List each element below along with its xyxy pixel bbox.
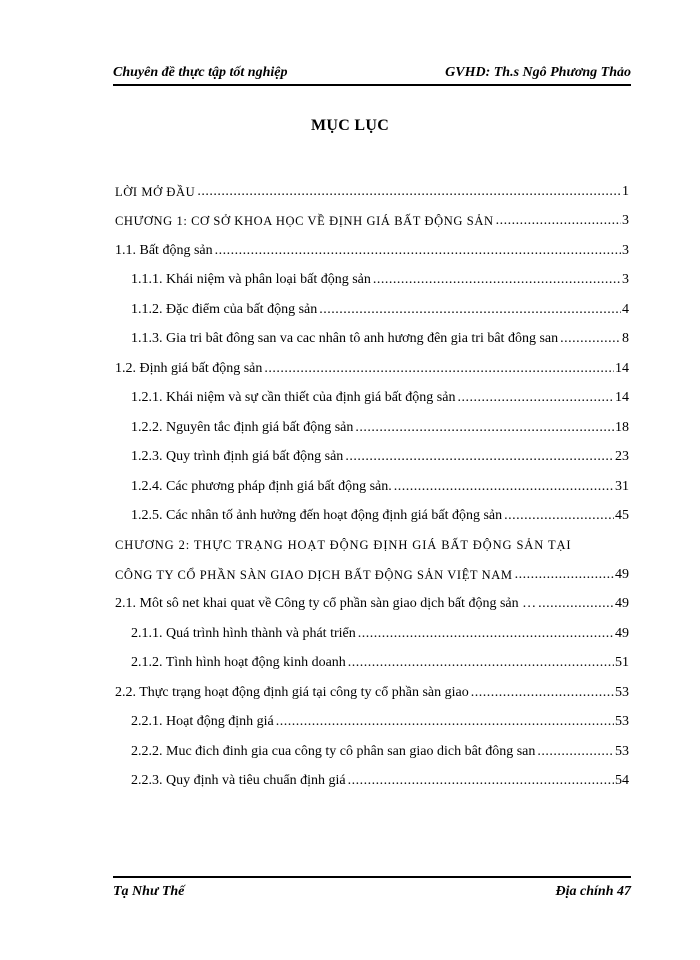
toc-page-number: 45	[615, 508, 629, 523]
footer-left-text: Tạ Như Thế	[113, 884, 185, 899]
toc-page-number: 49	[615, 596, 629, 611]
toc-entry[interactable]	[115, 406, 629, 436]
toc-dot-leader	[348, 655, 614, 671]
toc-dot-leader	[496, 213, 621, 229]
toc-dot-leader	[276, 714, 614, 730]
toc-page-number: 53	[615, 743, 629, 759]
toc-dot-leader	[537, 744, 614, 760]
toc-dot-leader	[264, 361, 614, 377]
toc-entry-label: 1.2.2. Nguyên tắc định giá bất động sản	[131, 419, 354, 435]
toc-dot-leader	[215, 243, 621, 259]
toc-page-number: 53	[615, 684, 629, 700]
toc-entry[interactable]	[115, 553, 629, 583]
toc-page-number: 14	[615, 390, 629, 405]
toc-page-number: 1	[622, 183, 629, 199]
toc-dot-leader	[358, 626, 614, 642]
toc-page-number: 8	[622, 331, 629, 346]
toc-entry[interactable]	[115, 318, 629, 348]
toc-page-number: 53	[615, 714, 629, 729]
toc-entry-label: 2.2.1. Hoạt động định giá	[131, 714, 274, 729]
toc-entry-label: 1.2.5. Các nhân tố ảnh hưởng đến hoạt động định giá bất động sản	[131, 508, 503, 523]
toc-dot-leader	[560, 331, 621, 347]
toc-dot-leader	[457, 390, 614, 406]
toc-entry[interactable]	[115, 612, 629, 642]
header-left-text: Chuyên đề thực tập tốt nghiệp	[113, 65, 288, 80]
toc-page-number: 4	[622, 301, 629, 317]
toc-dot-leader	[538, 596, 614, 612]
header-right-text: GVHD: Th.s Ngô Phương Thảo	[445, 65, 631, 80]
toc-dot-leader	[355, 420, 614, 436]
toc-entry[interactable]	[115, 495, 629, 525]
toc-dot-leader	[373, 272, 621, 288]
toc-page-number: 3	[622, 213, 629, 228]
toc-entry-label: 1.2.1. Khái niệm và sự cần thiết của định giá bất động sản	[131, 390, 456, 405]
page-header	[113, 60, 631, 86]
toc-page-number: 31	[615, 478, 629, 494]
toc-page-number: 54	[615, 773, 629, 788]
toc-dot-leader	[515, 567, 614, 583]
toc-entry-label: 1.2. Định giá bất động sản	[115, 360, 263, 376]
toc-entry[interactable]	[115, 436, 629, 466]
toc-page-number: 23	[615, 449, 629, 464]
toc-entry-label: 1.1.3. Gia tri bât đông san va cac nhân tô anh hương đên gia tri bât đông san	[131, 331, 559, 346]
toc-page-number: 49	[615, 625, 629, 641]
toc-dot-leader	[394, 479, 614, 495]
page-title: MỤC LỤC	[310, 117, 390, 134]
table-of-contents	[115, 170, 629, 789]
toc-page-number: 49	[615, 566, 629, 582]
toc-entry-label: 2.2.3. Quy định và tiêu chuẩn định giá	[131, 773, 346, 788]
toc-page-number: 3	[622, 242, 629, 258]
toc-entry-label: 2.2.2. Muc đich đinh gia cua công ty cô phân san giao dich bât đông san	[131, 743, 536, 759]
toc-entry[interactable]	[115, 583, 629, 613]
toc-entry[interactable]	[115, 730, 629, 760]
toc-dot-leader	[197, 184, 621, 200]
toc-entry-label: CÔNG TY CỔ PHẦN SÀN GIAO DỊCH BẤT ĐỘNG SẢN VIỆT NAM	[115, 567, 513, 582]
toc-entry-label: LỜI MỞ ĐẦU	[115, 184, 196, 199]
toc-entry-label: 1.1.1. Khái niệm và phân loại bất động sản	[131, 272, 371, 287]
toc-dot-leader	[471, 685, 614, 701]
toc-dot-leader	[348, 773, 614, 789]
toc-dot-leader	[504, 508, 614, 524]
toc-entry-label: 2.1.2. Tình hình hoạt động kinh doanh	[131, 655, 346, 670]
toc-entry[interactable]	[115, 465, 629, 495]
toc-entry-label: 1.1.2. Đặc điểm của bất động sản	[131, 301, 318, 317]
toc-entry[interactable]	[115, 170, 629, 200]
page-footer	[113, 876, 631, 900]
toc-entry-label: CHƯƠNG 1: CƠ SỞ KHOA HỌC VỀ ĐỊNH GIÁ BẤT ĐỘNG SẢN	[115, 214, 494, 228]
toc-entry[interactable]	[115, 377, 629, 407]
toc-entry[interactable]	[115, 671, 629, 701]
toc-entry[interactable]	[115, 288, 629, 318]
footer-right-text: Địa chính 47	[555, 884, 631, 899]
toc-entry[interactable]	[115, 347, 629, 377]
toc-page-number: 3	[622, 272, 629, 287]
toc-entry-label: 2.1. Môt sô net khai quat về Công ty cổ phần sàn giao dịch bất động sản …	[115, 596, 537, 611]
toc-entry-label: 1.1. Bất động sản	[115, 242, 213, 258]
toc-entry-label: 1.2.4. Các phương pháp định giá bất động sản.	[131, 478, 392, 494]
toc-entry[interactable]	[115, 760, 629, 790]
toc-entry-label: 2.1.1. Quá trình hình thành và phát triển	[131, 625, 356, 641]
toc-entry[interactable]	[115, 200, 629, 230]
toc-page-number: 14	[615, 360, 629, 376]
toc-entry[interactable]	[115, 524, 629, 553]
toc-page-number: 51	[615, 655, 629, 670]
toc-page-number: 18	[615, 419, 629, 435]
toc-entry[interactable]	[115, 229, 629, 259]
toc-entry[interactable]	[115, 642, 629, 672]
toc-entry-label: CHƯƠNG 2: THỰC TRẠNG HOẠT ĐỘNG ĐỊNH GIÁ BẤT ĐỘNG SẢN TẠI	[115, 538, 572, 552]
toc-dot-leader	[345, 449, 614, 465]
toc-entry[interactable]	[115, 259, 629, 289]
toc-entry-label: 2.2. Thực trạng hoạt động định giá tại công ty cổ phần sàn giao	[115, 684, 469, 700]
toc-dot-leader	[319, 302, 621, 318]
toc-entry[interactable]	[115, 701, 629, 731]
toc-entry-label: 1.2.3. Quy trình định giá bất động sản	[131, 449, 344, 464]
